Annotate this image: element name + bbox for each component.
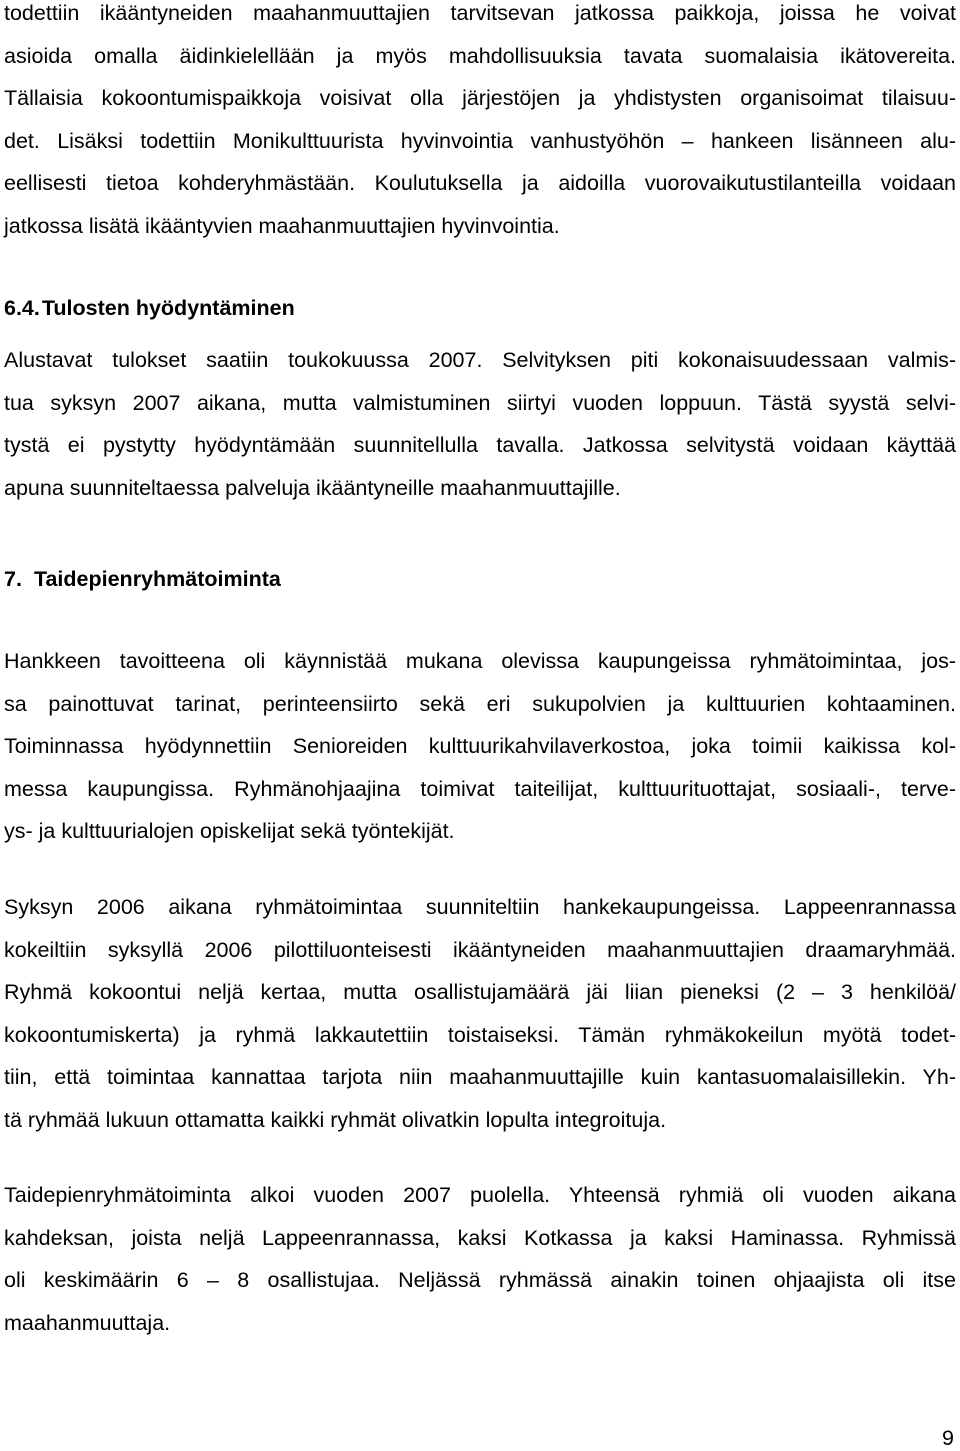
paragraph-7-3 [4,1174,956,1344]
text-line: kokoontumiskerta) ja ryhmä lakkautettiin toistaiseksi. Tämän ryhmäkokeilun myötä todet- [4,1022,956,1047]
text-line: jatkossa lisätä ikääntyvien maahanmuuttajien hyvinvointia. [4,213,560,238]
text-line: ys- ja kulttuurialojen opiskelijat sekä työntekijät. [4,819,455,844]
text-line: Alustavat tulokset saatiin toukokuussa 2007. Selvityksen piti kokonaisuudessaan valmis- [4,348,956,372]
section-heading-7 [4,567,281,592]
text-line: Hankkeen tavoitteena oli käynnistää mukana olevissa kaupungeissa ryhmätoimintaa, jos- [4,649,956,673]
text-line: Tällaisia kokoontumispaikkoja voisivat olla järjestöjen ja yhdistysten organisoimat tilaisuu- [4,86,956,111]
paragraph-intro [4,0,956,248]
text-line: tiin, että toimintaa kannattaa tarjota niin maahanmuuttajille kuin kantasuomalaisillekin. Yh- [4,1065,956,1090]
paragraph-7-1 [4,640,956,853]
text-line: Taidepienryhmätoiminta alkoi vuoden 2007 puolella. Yhteensä ryhmiä oli vuoden aikana [4,1183,956,1207]
text-line: messa kaupungissa. Ryhmänohjaajina toimivat taiteilijat, kulttuurituottajat, sosiaali-, terve- [4,776,956,801]
paragraph-6-4 [4,339,956,509]
text-line: maahanmuuttaja. [4,1310,171,1335]
text-line: Syksyn 2006 aikana ryhmätoimintaa suunniteltiin hankekaupungeissa. Lappeenrannassa [4,895,956,919]
section-title: Tulosten hyödyntäminen [41,296,295,320]
text-line: sa painottuvat tarinat, perinteensiirto sekä eri sukupolvien ja kulttuurien kohtaaminen. [4,691,956,716]
page-number: 9 [942,1426,954,1450]
text-line: kahdeksan, joista neljä Lappeenrannassa, kaksi Kotkassa ja kaksi Haminassa. Ryhmissä [4,1225,956,1250]
text-line: tua syksyn 2007 aikana, mutta valmistuminen siirtyi vuoden loppuun. Tästä syystä selvi- [4,390,956,415]
text-line: eellisesti tietoa kohderyhmästään. Koulutuksella ja aidoilla vuorovaikutustilanteilla voidaan [4,171,956,196]
text-line: tystä ei pystytty hyödyntämään suunnitellulla tavalla. Jatkossa selvitystä voidaan käyttää [4,433,956,458]
section-number: 6.4. [4,296,40,320]
paragraph-7-2 [4,886,956,1142]
text-line: tä ryhmää lukuun ottamatta kaikki ryhmät olivatkin lopulta integroituja. [4,1107,667,1132]
text-line: oli keskimäärin 6 – 8 osallistujaa. Neljässä ryhmässä ainakin toinen ohjaajista oli itse [4,1268,956,1293]
text-line: kokeiltiin syksyllä 2006 pilottiluonteisesti ikääntyneiden maahanmuuttajien draamaryhmää. [4,937,956,962]
section-heading-6-4 [4,296,295,321]
text-line: Toiminnassa hyödynnettiin Senioreiden kulttuurikahvilaverkostoa, joka toimii kaikissa kol- [4,734,956,759]
section-title: Taidepienryhmätoiminta [33,567,281,591]
text-line: asioida omalla äidinkielellään ja myös mahdollisuuksia tavata suomalaisia ikätovereita. [4,43,956,68]
text-line: det. Lisäksi todettiin Monikulttuurista hyvinvointia vanhustyöhön – hankeen lisänneen alu- [4,128,956,153]
text-line: Ryhmä kokoontui neljä kertaa, mutta osallistujamäärä jäi liian pieneksi (2 – 3 henkilöä/ [4,980,956,1005]
text-line: apuna suunniteltaessa palveluja ikääntyneille maahanmuuttajille. [4,475,621,500]
section-number: 7. [4,567,22,591]
text-line: todettiin ikääntyneiden maahanmuuttajien tarvitsevan jatkossa paikkoja, joissa he voivat [4,1,956,25]
